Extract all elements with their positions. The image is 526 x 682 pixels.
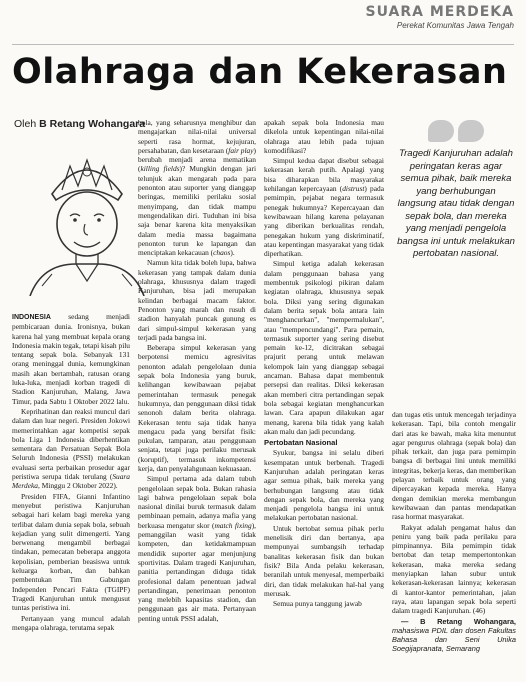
masthead-brand: SUARA MERDEKA <box>365 4 514 20</box>
signature-description: mahasiswa PDIL dan dosen Fakultas Bahasa dan Seni Unika Soegijapranata, Semarang <box>392 625 516 654</box>
masthead-tagline: Perekat Komunitas Jawa Tengah <box>396 21 514 30</box>
paragraph: Untuk bertobat semua pihak perlu menelisik diri dan bertanya, apa mempunyai sumbangsih terhadap banalitas kekerasan fisik dan bukan fisik? Bila Anda pelaku kekerasan, beranilah untuk menyesal, memperbaiki diri, dan tidak melakukan hal-hal yang merusak. <box>264 523 384 598</box>
paragraph: Beberapa simpul kekerasan yang berpotensi memicu agresivitas penonton adalah pengelolaan dunia sepak bola Indonesia yang buruk, kelihangan kewibawaan pejabat pemerintahan termasuk penegak hukumnya, dan penggunaan diksi tidak senonoh dalam berita olahraga. Kekerasan tentu saja tidak hanya mengacu pada yang bersifat fisik: pukulan, tamparan, atau penggunaan senjata, tetapi juga perilaku merusak (koruptif), termasuk inkompetensi kerja, dan penyalahgunaan kekuasaan. <box>138 343 256 473</box>
paragraph-part: Simpul pertama ada dalam tubuh pengelolaan sepak bola. Bukan rahasia lagi bahwa pengelolaan sepak bola nasional dinilai buruk termasuk dalam pembinaan pemain, adanya mafia yang berkuasa mengatur skor ( <box>138 474 256 530</box>
paragraph: Presiden FIFA, Gianni Infantino menyebut peristiwa Kanjuruhan sebagai hari kelam bagi mereka yang terlibat dalam dunia sepak bola, sebuah kejadian yang sulit dimengerti. Yang berwenang mengambil berbagai tindakan, pemecatan beberapa anggota kepolisian, pemberian beasiswa untuk keluarga korban, dan bahkan pembentukan Tim Gabungan Independen Pencari Fakta (TGIPF) Tragedi Kanjuruhan untuk mengusut tuntas peristiwa ini. <box>12 491 130 613</box>
byline <box>14 118 145 130</box>
author-portrait <box>22 136 152 296</box>
paragraph-part: )? Mungkin dengan jari telunjuk akan mengarah pada para penonton atau suporter yang dianggap beringas, memiliki perilaku sosial menyimpang, dan tidak mampu mengendalikan diri. Tuduhan ini bisa saja benar karena kita menyaksikan dalam media massa bagaimana penonton turun ke lapangan dan menciptakan kekacauan ( <box>138 164 256 258</box>
italic-term: match fixing <box>214 520 252 530</box>
paragraph: Keprihatinan dan reaksi muncul dari dalam dan luar negeri. Presiden Jokowi memerintahkan agar kompetisi sepak bola Liga 1 Indonesia diberhentikan sementara dan Persatuan Sepak Bola Seluruh Indonesia (PSSI) melakukan evaluasi serta perbaikan prosedur agar peristiwa serupa tidak terulang ( <box>12 406 130 482</box>
article-column-1 <box>12 312 130 633</box>
lead-word: INDONESIA <box>12 314 51 321</box>
paragraph: apakah sepak bola Indonesia mau dikelola untuk kepentingan nilai-nilai olahraga atau lebih pada tujuan komodifikasi? <box>264 118 384 155</box>
italic-term: distrust <box>342 184 365 194</box>
pull-quote-text: Tragedi Kanjuruhan adalah peringatan keras agar semua pihak, baik mereka yang berhubungan langsung atau tidak dengan sepak bola, dan mereka yang menjadi pengelola bangsa ini untuk melakukan pertobatan nasional. <box>397 148 515 259</box>
source-name: Suara Merdeka <box>12 472 130 491</box>
article-column-3 <box>264 118 384 609</box>
byline-author: B Retang Wohangara <box>39 118 146 130</box>
paragraph: Syukur, bangsa ini selalu diberi kesempatan untuk berbenah. Tragedi Kanjuruhan adalah peringatan keras agar semua pihak, baik mereka yang berhubungan langsung atau tidak dengan sepak bola, dan mereka yang menjadi pengelola bangsa ini untuk melakukan pertobatan nasional. <box>264 448 384 523</box>
paragraph-part: ). <box>230 248 235 258</box>
paragraph: Semua punya tanggung jawab <box>273 599 362 609</box>
paragraph: dan tugas etis untuk mencegah terjadinya kekerasan. Tapi, bila contoh mengalir dari atas ke bawah, maka kita menuntut agar pengurus olahraga (sepak bola) dan pihak terkait, dan juga para pemimpin bangsa di berbagai lini untuk memiliki integritas, bekerja keras, dan memberikan pelayan terbaik untuk orang yang dipercayakan kepada mereka. Hanya dengan demikian mereka membangun kewibawaan dan pantas mendapatkan rasa hormat masyarakat. <box>392 410 516 522</box>
pull-quote <box>396 120 516 261</box>
byline-prefix: Oleh <box>14 118 37 130</box>
paragraph: Namun kita tidak boleh lupa, bahwa kekerasan yang tampak dalam dunia olahraga, khususnya dalam tragedi Kanjuruhan, bisa jadi merupakan kelindan berbagai macam faktor. Penonton yang marah dan rusuh di stadion hanyalah puncak gunung es dari simpul-simpul kekerasan yang terjadi pada bangsa ini. <box>138 258 256 342</box>
paragraph-end: , Minggu 2 Oktober 2022). <box>38 481 118 491</box>
section-heading: Pertobatan Nasional <box>264 438 338 448</box>
paragraph-part: Simpul kedua dapat disebut sebagai kekerasan kerah putih. Apalagi yang bisa diharapkan bila masyarakat kehilangan kepercayaan ( <box>264 156 384 194</box>
italic-term: killing fields <box>140 164 180 174</box>
paragraph-part: ) berubah menjadi arena mematikan ( <box>138 145 257 174</box>
quote-mark-icon <box>396 120 516 142</box>
paragraph-part: ) pada pemimpin, pejabat negara termasuk penegak hukumnya? Kepercayaan dan kewibawaan hilang karena pelayanan yang diberikan berkualitas rendah, penegakan hukum yang diskriminatif, atau kepentingan masyarakat yang tidak diperhatikan. <box>264 184 384 259</box>
paragraph-part: ), pemanggilan wasit yang tidak kompeten, dan ketidakmampuan mendidik suporter agar menjunjung sportivitas. Dalam tragedi Kanjuruhan, panitia pertandingan diduga tidak profesional dalam penentuan jadwal pertandingan, penerimaan penonton yang melebih kapasitas stadion, dan penggunaan gas air mata. Pertanyaan penting untuk PSSI adalah, <box>138 520 256 623</box>
paragraph: Rakyat adalah pengamat halus dan peniru yang baik pada perilaku para pimpinannya. Bila pemimpin tidak bertobat dan tetap mempertontonkan kekerasan, maka mereka sedang menyiapkan lahan subur untuk kekerasan-kekerasan lainnya; kekerasan di kantor-kantor pemerintahan, jalan raya, atau lapangan sepak bola seperti dalam tragedi Kanjuruhan. (46) <box>392 522 516 616</box>
author-signature <box>392 617 516 654</box>
article-column-4 <box>392 410 516 655</box>
paragraph: Simpul ketiga adalah kekerasan dalam penggunaan bahasa yang membentuk psikologi pikiran dalam kegiatan olahraga, khususnya sepak bola. Diksi yang sering digunakan dalam berita sepak bola antara lain "menghancurkan", "mempermalukan", atau "mempencundangi". Para pemain, termasuk suporter yang sering disebut pemain ke-12, dicitrakan sebagai prajurit perang untuk melawan kelompok lain yang dianggap sebagai ancaman. Bahasa dapat membentuk persepsi dan realitas. Diksi kekerasan akan memberi citra pertandingan sepak bola sebagai kegiatan menghancurkan lawan. Cara apapun dilakukan agar menang, karena bila tidak yang kalah akan malu dan jadi pecundang. <box>264 259 384 436</box>
article-column-2 <box>138 118 256 624</box>
italic-term: fair play <box>228 145 254 155</box>
masthead <box>314 4 514 30</box>
paragraph: sedang menjadi pembicaraan dunia. Ironisnya, bukan karena hal yang membuat kepala orang Indonesia makin tegak, tetapi kisah pilu tentang sepak bola. Sebanyak 131 orang meninggal dunia, kemungkinan masih akan bertambah, ratusan orang luka-luka, menjadi korban tragedi di Stadion Kanjuruhan, Malang, Jawa Timur, pada Sabtu 1 Oktober 2022 lalu. <box>12 312 130 406</box>
signature-name: — B Retang Wohangara, <box>401 616 516 626</box>
paragraph-part: bola, yang seharusnya menghibur dan mengajarkan nilai-nilai universal seperti rasa hormat, kejujuran, persahabatan, dan kesetaraan ( <box>138 118 256 155</box>
article-headline: Olahraga dan Kekerasan <box>12 52 508 92</box>
paragraph: Pertanyaan yang muncul adalah mengapa olahraga, terutama sepak <box>12 613 130 632</box>
masthead-rule <box>12 44 514 45</box>
italic-term: chaos <box>213 248 231 258</box>
